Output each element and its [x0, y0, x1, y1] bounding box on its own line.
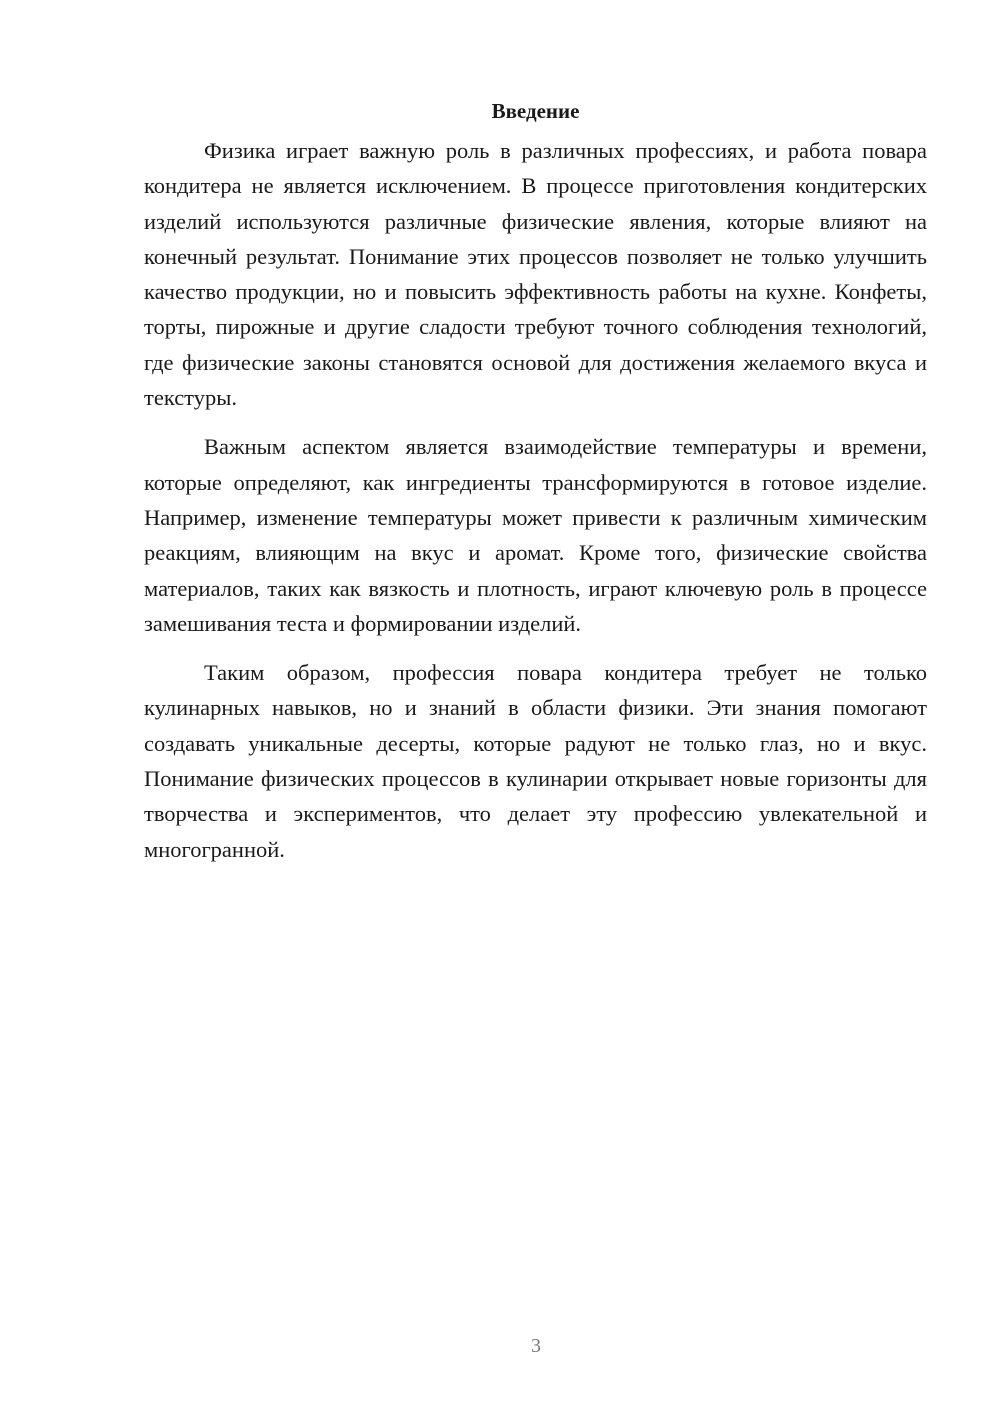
paragraph-3: Таким образом, профессия повара кондитера требует не только кулинарных навыков, но и знаний в области физики. Эти знания помогают создавать уникальные десерты, которые радуют не только глаз, но и вкус. Понимание физических процессов в кулинарии открывает новые горизонты для творчества и экспериментов, что делает эту профессию увлекательной и многогранной. — [144, 660, 927, 862]
paragraph-1: Физика играет важную роль в различных профессиях, и работа повара кондитера не является исключением. В процессе приготовления кондитерских изделий используются различные физические явления, которые влияют на конечный результат. Понимание этих процессов позволяет не только улучшить качество продукции, но и повысить эффективность работы на кухне. Конфеты, торты, пирожные и другие сладости требуют точного соблюдения технологий, где физические законы становятся основой для достижения желаемого вкуса и текстуры. — [144, 138, 927, 411]
page-content — [144, 97, 927, 881]
paragraph-2: Важным аспектом является взаимодействие температуры и времени, которые определяют, как ингредиенты трансформируются в готовое изделие. Например, изменение температуры может привести к различным химическим реакциям, влияющим на вкус и аромат. Кроме того, физические свойства материалов, таких как вязкость и плотность, играют ключевую роль в процессе замешивания теста и формировании изделий. — [144, 434, 927, 636]
section-title: Введение — [491, 99, 580, 123]
page-number: 3 — [531, 1335, 541, 1357]
